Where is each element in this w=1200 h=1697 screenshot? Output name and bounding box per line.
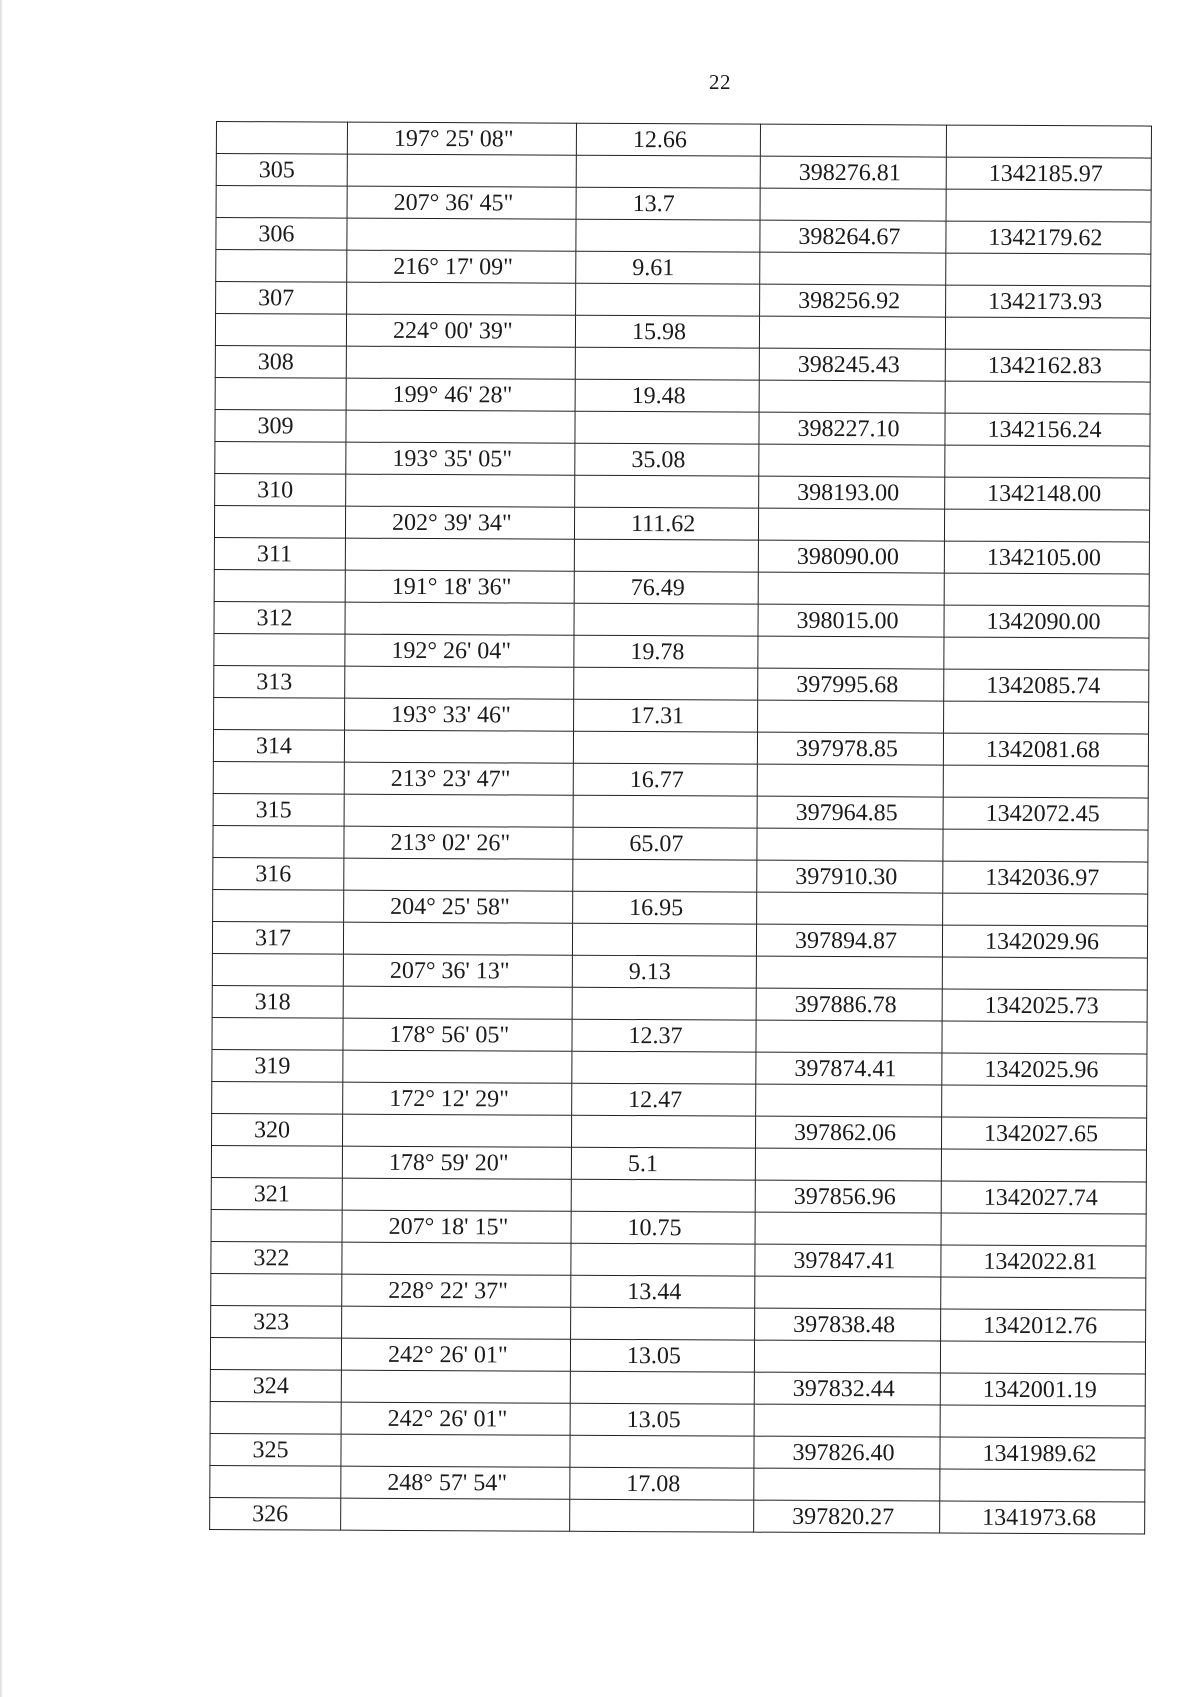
easting-cell: 397856.96: [755, 1180, 941, 1213]
northing-cell: [946, 125, 1151, 158]
easting-cell: 398264.67: [760, 220, 946, 253]
station-cell: 317: [212, 921, 343, 954]
bearing-cell: [343, 1050, 572, 1083]
station-cell: 311: [214, 537, 345, 570]
leg-row: [215, 441, 1150, 478]
easting-cell: [757, 892, 943, 925]
northing-cell: [940, 1405, 1145, 1438]
station-cell: [216, 250, 347, 283]
easting-cell: 398276.81: [760, 156, 946, 189]
station-cell: 306: [216, 218, 347, 251]
distance-cell: 16.77: [573, 763, 757, 796]
northing-cell: [942, 957, 1147, 990]
easting-cell: 397838.48: [755, 1308, 941, 1341]
easting-cell: 397978.85: [757, 732, 943, 765]
station-cell: 308: [215, 345, 346, 378]
distance-cell: [573, 731, 757, 764]
station-row: [215, 345, 1150, 382]
easting-cell: [755, 1148, 941, 1181]
northing-cell: [943, 829, 1148, 862]
distance-cell: 13.05: [570, 1339, 754, 1372]
distance-cell: 35.08: [575, 443, 759, 476]
leg-row: [212, 1081, 1147, 1118]
leg-row: [213, 761, 1148, 798]
station-cell: 325: [210, 1433, 341, 1466]
northing-cell: 1342029.96: [942, 925, 1147, 958]
bearing-cell: [346, 346, 575, 379]
northing-cell: 1341973.68: [940, 1501, 1145, 1534]
northing-cell: 1342081.68: [943, 733, 1148, 766]
leg-row: [211, 1209, 1146, 1246]
leg-row: [210, 1337, 1145, 1374]
northing-cell: 1342025.96: [942, 1053, 1147, 1086]
station-cell: 321: [211, 1177, 342, 1210]
station-cell: 312: [214, 601, 345, 634]
station-cell: [214, 569, 345, 602]
easting-cell: 397886.78: [756, 988, 942, 1021]
station-cell: 322: [211, 1241, 342, 1274]
northing-cell: 1342148.00: [945, 477, 1150, 510]
station-cell: [210, 1337, 341, 1370]
easting-cell: [754, 1468, 940, 1501]
easting-cell: [758, 636, 944, 669]
northing-cell: 1341989.62: [940, 1437, 1145, 1470]
easting-cell: 397995.68: [758, 668, 944, 701]
distance-cell: 76.49: [574, 571, 758, 604]
northing-cell: 1342025.73: [942, 989, 1147, 1022]
northing-cell: [941, 1213, 1146, 1246]
northing-cell: 1342173.93: [946, 285, 1151, 318]
bearing-cell: [341, 1498, 570, 1531]
station-cell: 314: [213, 729, 344, 762]
distance-cell: 19.78: [574, 635, 758, 668]
distance-cell: 12.66: [576, 123, 760, 156]
northing-cell: [944, 509, 1149, 542]
bearing-cell: [341, 1434, 570, 1467]
northing-cell: [944, 573, 1149, 606]
easting-cell: 398193.00: [759, 476, 945, 509]
station-row: [213, 857, 1148, 894]
station-cell: [210, 1401, 341, 1434]
distance-cell: [571, 1243, 755, 1276]
leg-row: [210, 1401, 1145, 1438]
easting-cell: 397862.06: [755, 1116, 941, 1149]
easting-cell: 398227.10: [759, 412, 945, 445]
leg-row: [211, 1145, 1146, 1182]
bearing-cell: 193° 33' 46": [345, 698, 574, 731]
leg-row: [213, 825, 1148, 862]
easting-cell: [758, 572, 944, 605]
station-cell: 324: [210, 1369, 341, 1402]
easting-cell: [759, 380, 945, 413]
distance-cell: 12.47: [572, 1083, 756, 1116]
easting-cell: 397964.85: [757, 796, 943, 829]
bearing-cell: 192° 26' 04": [345, 634, 574, 667]
station-cell: [212, 1017, 343, 1050]
northing-cell: 1342012.76: [941, 1309, 1146, 1342]
leg-row: [212, 953, 1147, 990]
easting-cell: [756, 1020, 942, 1053]
northing-cell: 1342072.45: [943, 797, 1148, 830]
bearing-cell: 193° 35' 05": [346, 442, 575, 475]
easting-cell: 398090.00: [758, 540, 944, 573]
northing-cell: 1342001.19: [940, 1373, 1145, 1406]
station-cell: 316: [213, 857, 344, 890]
distance-cell: [574, 539, 758, 572]
station-cell: [211, 1209, 342, 1242]
northing-cell: 1342162.83: [945, 349, 1150, 382]
station-row: [216, 218, 1151, 255]
distance-cell: [576, 155, 760, 188]
station-cell: [211, 1145, 342, 1178]
bearing-cell: 199° 46' 28": [346, 378, 575, 411]
bearing-cell: [341, 1370, 570, 1403]
leg-row: [214, 697, 1149, 734]
distance-cell: 65.07: [573, 827, 757, 860]
leg-row: [214, 505, 1149, 542]
station-cell: 315: [213, 793, 344, 826]
easting-cell: [760, 124, 946, 157]
distance-cell: 17.31: [574, 699, 758, 732]
bearing-cell: 248° 57' 54": [341, 1466, 570, 1499]
distance-cell: [571, 1179, 755, 1212]
station-row: [212, 1049, 1147, 1086]
distance-cell: [575, 347, 759, 380]
distance-cell: 111.62: [574, 507, 758, 540]
distance-cell: [571, 1115, 755, 1148]
northing-cell: 1342105.00: [944, 541, 1149, 574]
easting-cell: 397832.44: [754, 1372, 940, 1405]
distance-cell: 13.05: [570, 1403, 754, 1436]
distance-cell: [574, 667, 758, 700]
easting-cell: [757, 828, 943, 861]
distance-cell: 9.13: [572, 955, 756, 988]
station-row: [211, 1305, 1146, 1342]
northing-cell: [946, 189, 1151, 222]
distance-cell: 12.37: [572, 1019, 756, 1052]
distance-cell: 9.61: [576, 251, 760, 284]
station-row: [216, 282, 1151, 319]
leg-row: [214, 633, 1149, 670]
leg-row: [212, 1017, 1147, 1054]
bearing-cell: 228° 22' 37": [342, 1274, 571, 1307]
station-row: [214, 537, 1149, 574]
distance-cell: 15.98: [575, 315, 759, 348]
easting-cell: [758, 508, 944, 541]
bearing-cell: 207° 18' 15": [342, 1210, 571, 1243]
northing-cell: [942, 1021, 1147, 1054]
bearing-cell: [345, 666, 574, 699]
distance-cell: [570, 1499, 754, 1532]
bearing-cell: 242° 26' 01": [341, 1402, 570, 1435]
bearing-cell: [345, 538, 574, 571]
northing-cell: 1342156.24: [945, 413, 1150, 446]
bearing-cell: 216° 17' 09": [347, 250, 576, 283]
station-cell: [215, 441, 346, 474]
bearing-cell: 224° 00' 39": [346, 314, 575, 347]
northing-cell: 1342027.65: [941, 1117, 1146, 1150]
survey-table-body: [210, 122, 1152, 1535]
northing-cell: [941, 1149, 1146, 1182]
bearing-cell: 172° 12' 29": [343, 1082, 572, 1115]
bearing-cell: 191° 18' 36": [345, 570, 574, 603]
northing-cell: 1342022.81: [941, 1245, 1146, 1278]
station-row: [216, 154, 1151, 191]
easting-cell: 397820.27: [754, 1500, 940, 1533]
easting-cell: [760, 252, 946, 285]
leg-row: [216, 186, 1151, 223]
station-row: [212, 921, 1147, 958]
station-row: [210, 1433, 1145, 1470]
northing-cell: 1342027.74: [941, 1181, 1146, 1214]
station-cell: [213, 825, 344, 858]
easting-cell: [758, 700, 944, 733]
easting-cell: [755, 1212, 941, 1245]
bearing-cell: [346, 410, 575, 443]
northing-cell: 1342085.74: [944, 669, 1149, 702]
northing-cell: [944, 701, 1149, 734]
easting-cell: [760, 188, 946, 221]
station-cell: 309: [215, 409, 346, 442]
bearing-cell: [344, 730, 573, 763]
easting-cell: [756, 1084, 942, 1117]
station-cell: [215, 377, 346, 410]
bearing-cell: [343, 922, 572, 955]
northing-cell: [945, 381, 1150, 414]
distance-cell: 13.44: [571, 1275, 755, 1308]
page-number: 22: [709, 70, 731, 94]
bearing-cell: [347, 282, 576, 315]
station-cell: [213, 761, 344, 794]
northing-cell: [940, 1469, 1145, 1502]
distance-cell: [576, 283, 760, 316]
scan-edge-shadow: [0, 0, 3, 1697]
distance-cell: [572, 987, 756, 1020]
leg-row: [214, 569, 1149, 606]
station-row: [215, 409, 1150, 446]
station-cell: 313: [214, 665, 345, 698]
easting-cell: 397874.41: [756, 1052, 942, 1085]
distance-cell: [572, 1051, 756, 1084]
bearing-cell: 178° 59' 20": [342, 1146, 571, 1179]
bearing-cell: 207° 36' 13": [343, 954, 572, 987]
easting-cell: [756, 956, 942, 989]
northing-cell: 1342036.97: [943, 861, 1148, 894]
station-row: [211, 1177, 1146, 1214]
bearing-cell: 204° 25' 58": [344, 890, 573, 923]
easting-cell: 397910.30: [757, 860, 943, 893]
station-cell: [214, 633, 345, 666]
northing-cell: [940, 1341, 1145, 1374]
station-cell: [212, 1081, 343, 1114]
bearing-cell: [347, 154, 576, 187]
station-row: [214, 665, 1149, 702]
distance-cell: 13.7: [576, 187, 760, 220]
station-cell: [211, 1273, 342, 1306]
easting-cell: [757, 764, 943, 797]
easting-cell: [759, 444, 945, 477]
easting-cell: 398256.92: [760, 284, 946, 317]
distance-cell: 16.95: [573, 891, 757, 924]
station-cell: [214, 697, 345, 730]
station-row: [210, 1497, 1145, 1534]
bearing-cell: [342, 1178, 571, 1211]
distance-cell: [570, 1371, 754, 1404]
station-cell: [216, 122, 347, 155]
distance-cell: [572, 923, 756, 956]
station-row: [212, 985, 1147, 1022]
easting-cell: 397894.87: [756, 924, 942, 957]
bearing-cell: [345, 602, 574, 635]
distance-cell: [573, 859, 757, 892]
station-row: [215, 473, 1150, 510]
station-row: [211, 1241, 1146, 1278]
bearing-cell: [347, 218, 576, 251]
bearing-cell: 242° 26' 01": [341, 1338, 570, 1371]
station-cell: [213, 889, 344, 922]
bearing-cell: [343, 986, 572, 1019]
distance-cell: [574, 603, 758, 636]
bearing-cell: [344, 794, 573, 827]
bearing-cell: [346, 474, 575, 507]
station-cell: 320: [211, 1113, 342, 1146]
station-cell: [210, 1465, 341, 1498]
station-cell: 307: [216, 282, 347, 315]
bearing-cell: 202° 39' 34": [345, 506, 574, 539]
northing-cell: [943, 893, 1148, 926]
bearing-cell: 207° 36' 45": [347, 186, 576, 219]
station-cell: [214, 505, 345, 538]
station-cell: 323: [211, 1305, 342, 1338]
northing-cell: 1342185.97: [946, 157, 1151, 190]
station-row: [211, 1113, 1146, 1150]
easting-cell: 397826.40: [754, 1436, 940, 1469]
distance-cell: [575, 475, 759, 508]
bearing-cell: 213° 02' 26": [344, 826, 573, 859]
bearing-cell: [342, 1242, 571, 1275]
station-cell: 318: [212, 985, 343, 1018]
station-row: [213, 729, 1148, 766]
northing-cell: [942, 1085, 1147, 1118]
distance-cell: [576, 219, 760, 252]
northing-cell: [946, 253, 1151, 286]
station-cell: [215, 314, 346, 347]
station-cell: 326: [210, 1497, 341, 1530]
station-cell: [216, 186, 347, 219]
bearing-cell: 178° 56' 05": [343, 1018, 572, 1051]
bearing-cell: 197° 25' 08": [347, 122, 576, 155]
bearing-cell: 213° 23' 47": [344, 762, 573, 795]
distance-cell: [571, 1307, 755, 1340]
distance-cell: 10.75: [571, 1211, 755, 1244]
leg-row: [213, 889, 1148, 926]
northing-cell: 1342090.00: [944, 605, 1149, 638]
northing-cell: [944, 637, 1149, 670]
northing-cell: [945, 445, 1150, 478]
northing-cell: [941, 1277, 1146, 1310]
easting-cell: [755, 1276, 941, 1309]
northing-cell: [943, 765, 1148, 798]
northing-cell: [945, 317, 1150, 350]
leg-row: [216, 250, 1151, 287]
station-cell: 310: [215, 473, 346, 506]
easting-cell: 398015.00: [758, 604, 944, 637]
easting-cell: [759, 316, 945, 349]
distance-cell: [575, 411, 759, 444]
boundary-survey-table: [209, 121, 1152, 1535]
bearing-cell: [342, 1114, 571, 1147]
station-cell: 319: [212, 1049, 343, 1082]
leg-row: [215, 314, 1150, 351]
distance-cell: [570, 1435, 754, 1468]
bearing-cell: [342, 1306, 571, 1339]
station-row: [210, 1369, 1145, 1406]
easting-cell: 397847.41: [755, 1244, 941, 1277]
easting-cell: 398245.43: [759, 348, 945, 381]
easting-cell: [754, 1404, 940, 1437]
distance-cell: [573, 795, 757, 828]
station-cell: [212, 953, 343, 986]
station-cell: 305: [216, 154, 347, 187]
station-row: [213, 793, 1148, 830]
station-row: [214, 601, 1149, 638]
distance-cell: 17.08: [570, 1467, 754, 1500]
bearing-cell: [344, 858, 573, 891]
leg-row: [216, 122, 1151, 159]
leg-row: [210, 1465, 1145, 1502]
distance-cell: 19.48: [575, 379, 759, 412]
northing-cell: 1342179.62: [946, 221, 1151, 254]
leg-row: [211, 1273, 1146, 1310]
easting-cell: [754, 1340, 940, 1373]
leg-row: [215, 377, 1150, 414]
distance-cell: 5.1: [571, 1147, 755, 1180]
